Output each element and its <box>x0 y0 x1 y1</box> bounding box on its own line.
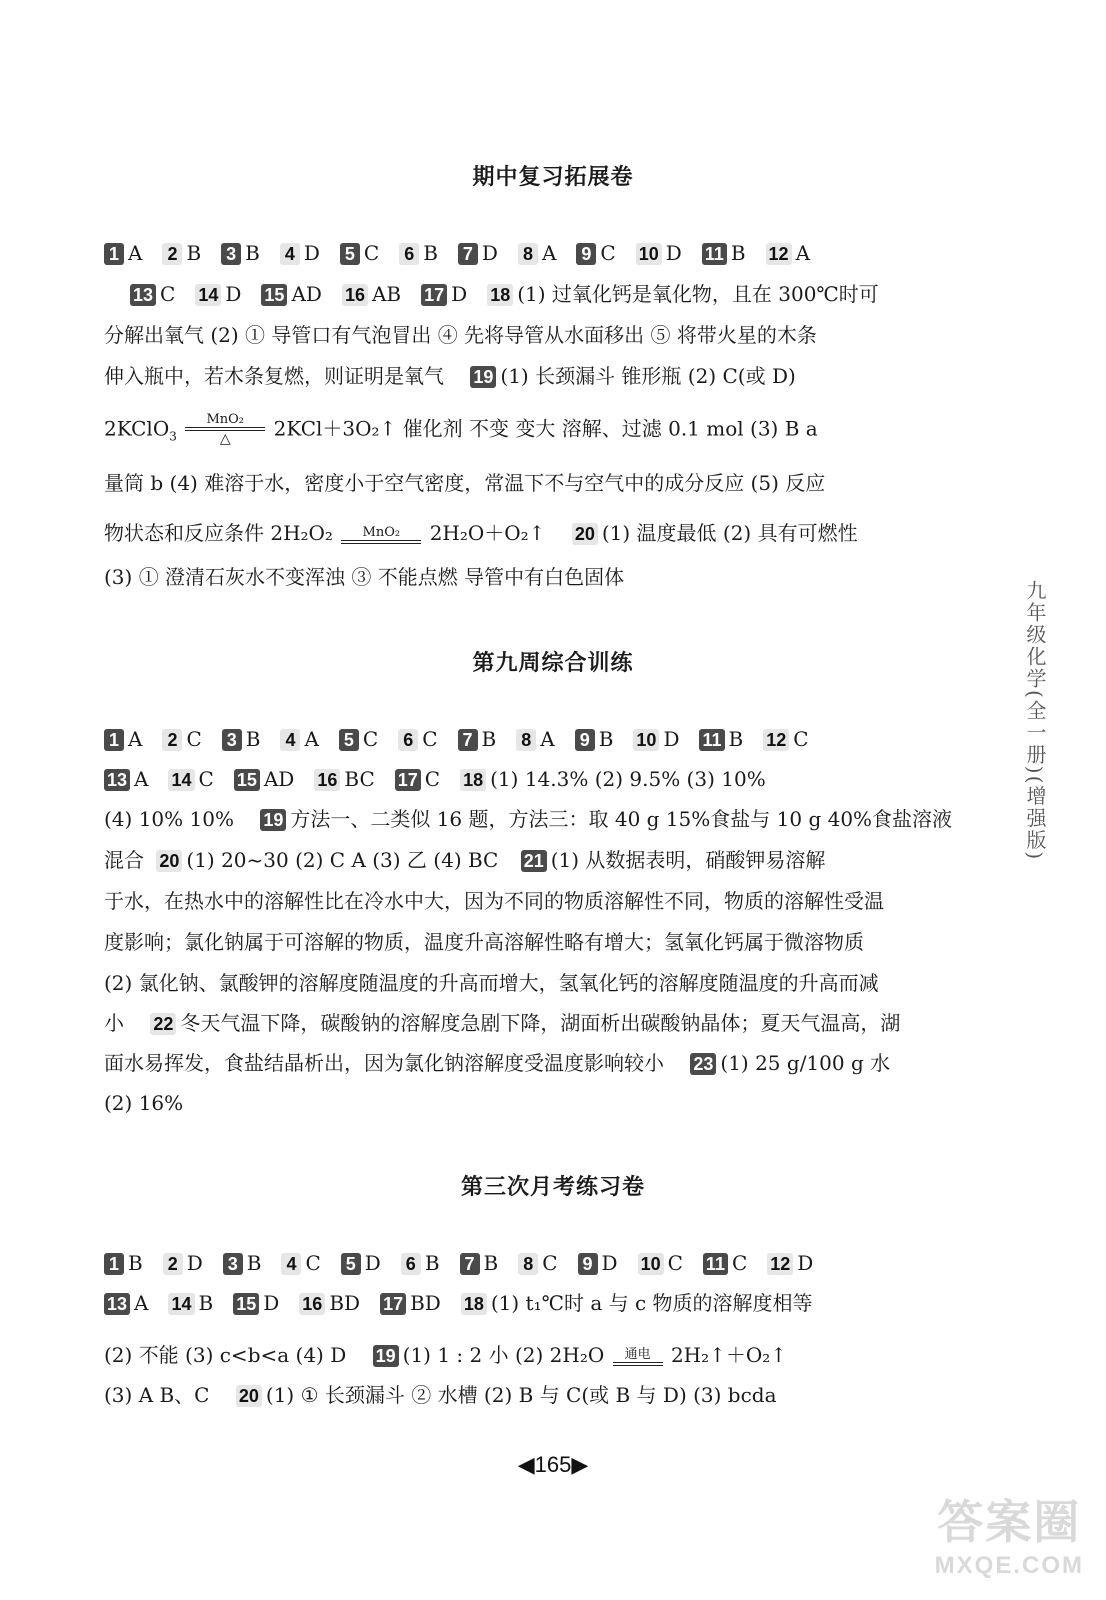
question-number: 8 <box>516 729 536 751</box>
answer-item <box>130 282 175 306</box>
answer-item <box>380 1291 441 1315</box>
answer-item <box>401 1251 440 1275</box>
reaction-arrow <box>613 1348 663 1366</box>
answer-choice: AD <box>291 282 322 306</box>
question-number: 13 <box>104 1293 130 1315</box>
question-number: 15 <box>233 1293 259 1315</box>
answer-item <box>576 241 615 265</box>
question-number: 13 <box>130 284 156 306</box>
question-number: 20 <box>236 1385 262 1407</box>
answer-choice: A <box>540 727 555 751</box>
condition-top: MnO₂ <box>362 524 401 540</box>
question-number: 17 <box>395 769 421 791</box>
question-number: 9 <box>578 1253 598 1275</box>
answer-item <box>516 727 554 751</box>
s1-line-8: (3) ① 澄清石灰水不变浑浊 ③ 不能点燃 导管中有白色固体 <box>104 565 625 589</box>
question-number: 4 <box>280 729 300 751</box>
s2-line-6: 度影响；氯化钠属于可溶解的物质，温度升高溶解性略有增大；氢氧化钙属于微溶物质 <box>104 930 864 954</box>
s1-line-7 <box>104 520 858 546</box>
answer-item <box>518 1251 557 1275</box>
question-number: 14 <box>195 284 221 306</box>
s2-line-8 <box>104 1010 900 1036</box>
question-number: 4 <box>280 243 300 265</box>
answer-choice: B <box>186 241 202 265</box>
answer-choice: B <box>128 1251 143 1275</box>
answer-choice: BD <box>410 1291 441 1315</box>
answer-item <box>234 767 295 791</box>
answer-item <box>763 727 808 751</box>
reaction-arrow <box>341 526 421 544</box>
question-number: 2 <box>162 243 182 265</box>
answer-text: 2H₂↑＋O₂↑ <box>670 1343 788 1367</box>
question-number: 21 <box>521 850 547 872</box>
question-number: 5 <box>341 1253 361 1275</box>
answer-choice: BC <box>344 767 375 791</box>
question-number: 20 <box>572 523 598 545</box>
answer-item <box>299 1291 360 1315</box>
s2-line-10: (2) 16% <box>104 1091 184 1115</box>
answer-choice: AD <box>263 767 295 791</box>
answer-item <box>280 727 318 751</box>
answer-choice: D <box>797 1251 814 1275</box>
answer-item <box>340 241 379 265</box>
answer-text: (1) ① 长颈漏斗 ② 水槽 (2) B 与 C(或 B 与 D) (3) bcda <box>265 1383 777 1407</box>
answer-choice: C <box>542 1251 558 1275</box>
answer-text: 2H₂O＋O₂↑ <box>429 521 546 545</box>
question-number: 15 <box>261 284 287 306</box>
answer-text: 混合 <box>104 848 144 872</box>
page-number: ◀165▶ <box>517 1452 589 1477</box>
double-line <box>613 1362 663 1366</box>
question-number: 19 <box>470 366 496 388</box>
question-number: 9 <box>576 243 596 265</box>
answer-choice: C <box>424 767 441 791</box>
question-number: 19 <box>373 1345 399 1367</box>
condition-top: MnO₂ <box>206 412 245 427</box>
question-number: 18 <box>460 769 486 791</box>
answer-item <box>104 727 142 751</box>
s2-line-3 <box>104 806 952 832</box>
answer-item <box>104 1251 143 1275</box>
answer-item <box>104 767 148 791</box>
answer-text: (1) 长颈漏斗 锥形瓶 (2) C(或 D) <box>500 364 796 388</box>
answer-item <box>633 727 679 751</box>
watermark-top: 答案圈 <box>937 1496 1082 1548</box>
question-number: 1 <box>104 243 124 265</box>
s3-line-4 <box>104 1382 777 1408</box>
question-number: 12 <box>763 729 789 751</box>
answer-choice: B <box>728 727 744 751</box>
s2-line-9 <box>104 1050 890 1076</box>
answer-choice: B <box>598 727 614 751</box>
answer-text: 小 <box>104 1011 124 1035</box>
s1-line-4 <box>104 363 796 389</box>
answer-item <box>221 241 260 265</box>
question-number: 5 <box>339 729 359 751</box>
question-number: 1 <box>104 1253 124 1275</box>
question-number: 3 <box>223 1253 243 1275</box>
answer-text: 物状态和反应条件 2H₂O₂ <box>104 521 333 545</box>
answer-item <box>421 282 467 306</box>
s1-line-2 <box>130 281 879 307</box>
question-number: 14 <box>168 1293 194 1315</box>
answer-text: 面水易挥发，食盐结晶析出，因为氯化钠溶解度受温度影响较小 <box>104 1051 664 1075</box>
answer-item <box>766 241 810 265</box>
question-number: 6 <box>399 243 419 265</box>
answer-item <box>280 241 320 265</box>
answer-item <box>395 767 440 791</box>
answer-item <box>518 241 556 265</box>
answer-choice: D <box>481 241 498 265</box>
answer-text: (1) 过氧化钙是氧化物，且在 300℃时可 <box>517 282 879 306</box>
condition-top: 通电 <box>624 1346 651 1362</box>
double-line <box>341 540 421 544</box>
answer-choice: A <box>134 1291 149 1315</box>
question-number: 10 <box>636 243 662 265</box>
s1-line-6: 量筒 b (4) 难溶于水，密度小于空气密度，常温下不与空气中的成分反应 (5) 反应 <box>104 471 826 495</box>
question-number: 11 <box>702 243 727 265</box>
answer-choice: B <box>730 241 746 265</box>
answer-choice: D <box>364 1251 381 1275</box>
answer-choice: A <box>128 241 143 265</box>
section-title-third-monthly: 第三次月考练习卷 <box>460 1175 645 1200</box>
question-number: 17 <box>380 1293 406 1315</box>
answer-choice: A <box>134 767 149 791</box>
question-number: 17 <box>421 284 447 306</box>
answer-choice: C <box>160 282 176 306</box>
question-number: 7 <box>460 1253 480 1275</box>
answer-choice: AB <box>371 282 402 306</box>
subscript: 3 <box>169 429 177 444</box>
answer-text: 冬天气温下降，碳酸钠的溶解度急剧下降，湖面析出碳酸钠晶体；夏天气温高，湖 <box>180 1011 901 1035</box>
s1-line-5 <box>104 413 818 450</box>
answer-choice: C <box>363 241 380 265</box>
answer-item <box>398 727 437 751</box>
answer-item <box>575 727 614 751</box>
question-number: 15 <box>234 769 260 791</box>
answer-choice: B <box>245 241 260 265</box>
answer-choice: B <box>245 727 261 751</box>
answer-item <box>104 1291 148 1315</box>
answer-item <box>767 1251 813 1275</box>
answer-item <box>341 1251 381 1275</box>
answer-choice: C <box>186 727 202 751</box>
question-number: 10 <box>638 1253 664 1275</box>
question-number: 2 <box>162 729 182 751</box>
answer-item <box>222 727 261 751</box>
question-number: 16 <box>314 769 340 791</box>
answer-choice: B <box>481 727 497 751</box>
formula-text: 2KClO <box>104 416 170 441</box>
question-number: 8 <box>518 243 538 265</box>
answer-choice: B <box>424 1251 440 1275</box>
answer-text: 方法一、二类似 16 题，方法三：取 40 g 15%食盐与 10 g 40%食盐溶液 <box>290 807 953 831</box>
answer-choice: A <box>128 727 143 751</box>
answer-item <box>339 727 378 751</box>
s1-line-1 <box>104 240 830 266</box>
question-number: 12 <box>766 243 792 265</box>
question-number: 18 <box>487 284 513 306</box>
question-number: 3 <box>222 729 242 751</box>
answer-choice: A <box>304 727 319 751</box>
s2-line-5: 于水，在热水中的溶解性比在冷水中大，因为不同的物质溶解性不同，物质的溶解性受温 <box>104 889 884 913</box>
s3-line-3 <box>104 1342 787 1368</box>
answer-choice: D <box>303 241 320 265</box>
answer-choice: D <box>225 282 242 306</box>
answer-choice: B <box>483 1251 499 1275</box>
answer-item <box>314 767 374 791</box>
answer-item <box>168 767 213 791</box>
answer-choice: D <box>263 1291 280 1315</box>
s1-line-3: 分解出氧气 (2) ① 导管口有气泡冒出 ④ 先将导管从水面移出 ⑤ 将带火星的木条 <box>104 323 817 347</box>
answer-item <box>233 1291 279 1315</box>
book-title-side: 九年级化学(全一册)(增强版) <box>1023 580 1047 862</box>
answer-choice: C <box>667 1251 683 1275</box>
section-title-week9: 第九周综合训练 <box>472 651 634 676</box>
question-number: 3 <box>221 243 241 265</box>
answer-item <box>699 727 743 751</box>
question-number: 1 <box>104 729 124 751</box>
answer-choice: C <box>422 727 438 751</box>
answer-choice: C <box>793 727 809 751</box>
question-number: 7 <box>458 243 478 265</box>
answer-choice: B <box>423 241 438 265</box>
question-number: 6 <box>401 1253 421 1275</box>
answer-choice: D <box>451 282 468 306</box>
s3-line-2 <box>104 1290 813 1316</box>
question-number: 16 <box>299 1293 325 1315</box>
answer-choice: D <box>601 1251 618 1275</box>
answer-text: (1) 20~30 (2) C A (3) 乙 (4) BC <box>186 848 499 872</box>
answer-item <box>162 241 201 265</box>
question-number: 11 <box>699 729 724 751</box>
answer-choice: D <box>665 241 682 265</box>
answer-item <box>636 241 682 265</box>
question-number: 23 <box>690 1053 716 1075</box>
question-number: 19 <box>260 809 286 831</box>
question-number: 22 <box>150 1013 176 1035</box>
question-number: 13 <box>104 769 130 791</box>
question-number: 10 <box>633 729 659 751</box>
question-number: 12 <box>767 1253 793 1275</box>
answer-choice: A <box>795 241 811 265</box>
question-number: 6 <box>398 729 418 751</box>
reaction-arrow <box>185 413 265 447</box>
answer-item <box>578 1251 618 1275</box>
answer-text: (1) 温度最低 (2) 具有可燃性 <box>601 521 858 545</box>
answer-choice: C <box>305 1251 321 1275</box>
question-number: 5 <box>340 243 360 265</box>
answer-text: (2) 不能 (3) c<b<a (4) D <box>104 1343 347 1367</box>
answer-item <box>702 241 746 265</box>
answer-choice: B <box>246 1251 262 1275</box>
answer-text: (1) t₁℃时 a 与 c 物质的溶解度相等 <box>490 1291 813 1315</box>
answer-item <box>281 1251 320 1275</box>
answer-item <box>168 1291 213 1315</box>
watermark-bottom: MXQE.COM <box>934 1552 1084 1579</box>
question-number: 9 <box>575 729 595 751</box>
s2-line-2 <box>104 766 766 792</box>
answer-item <box>163 1251 203 1275</box>
answer-choice: C <box>600 241 616 265</box>
answer-text: (1) 从数据表明，硝酸钾易溶解 <box>550 848 826 872</box>
question-number: 18 <box>461 1293 487 1315</box>
answer-item <box>460 1251 499 1275</box>
answer-choice: C <box>198 767 214 791</box>
s2-line-7: (2) 氯化钠、氯酸钾的溶解度随温度的升高而增大，氢氧化钙的溶解度随温度的升高而减 <box>104 971 879 995</box>
question-number: 2 <box>163 1253 183 1275</box>
answer-item <box>399 241 438 265</box>
answer-choice: C <box>362 727 379 751</box>
answer-item <box>458 241 498 265</box>
condition-bottom: △ <box>219 431 231 447</box>
answer-text: (1) 25 g/100 g 水 <box>720 1051 891 1075</box>
answer-text: (1) 1 : 2 小 (2) 2H₂O <box>402 1343 605 1367</box>
answer-text: 2KCl＋3O₂↑ 催化剂 不变 变大 溶解、过滤 0.1 mol (3) B a <box>273 416 818 441</box>
answer-choice: D <box>186 1251 203 1275</box>
answer-text: (3) A B、C <box>104 1383 210 1407</box>
answer-text: (4) 10% 10% <box>104 807 234 831</box>
question-number: 11 <box>703 1253 728 1275</box>
answer-text: (1) 14.3% (2) 9.5% (3) 10% <box>490 767 766 791</box>
question-number: 16 <box>342 284 368 306</box>
question-number: 7 <box>458 729 478 751</box>
answer-text: 伸入瓶中，若木条复燃，则证明是氧气 <box>104 364 444 388</box>
watermark-logo <box>935 1486 1084 1580</box>
question-number: 20 <box>156 850 182 872</box>
s2-line-4 <box>104 847 825 873</box>
answer-item <box>195 282 241 306</box>
section-title-midterm: 期中复习拓展卷 <box>472 165 634 190</box>
question-number: 4 <box>281 1253 301 1275</box>
answer-item <box>223 1251 262 1275</box>
answer-item <box>104 241 142 265</box>
answer-choice: D <box>663 727 680 751</box>
answer-item <box>261 282 322 306</box>
question-number: 8 <box>518 1253 538 1275</box>
answer-choice: BD <box>329 1291 361 1315</box>
question-number: 14 <box>168 769 194 791</box>
answer-item <box>638 1251 683 1275</box>
answer-item <box>162 727 201 751</box>
answer-item <box>342 282 401 306</box>
answer-choice: C <box>731 1251 748 1275</box>
s2-line-1 <box>104 726 829 752</box>
answer-choice: A <box>541 241 557 265</box>
answer-choice: B <box>198 1291 214 1315</box>
answer-item <box>458 727 497 751</box>
answer-item <box>703 1251 747 1275</box>
s3-line-1 <box>104 1250 833 1276</box>
